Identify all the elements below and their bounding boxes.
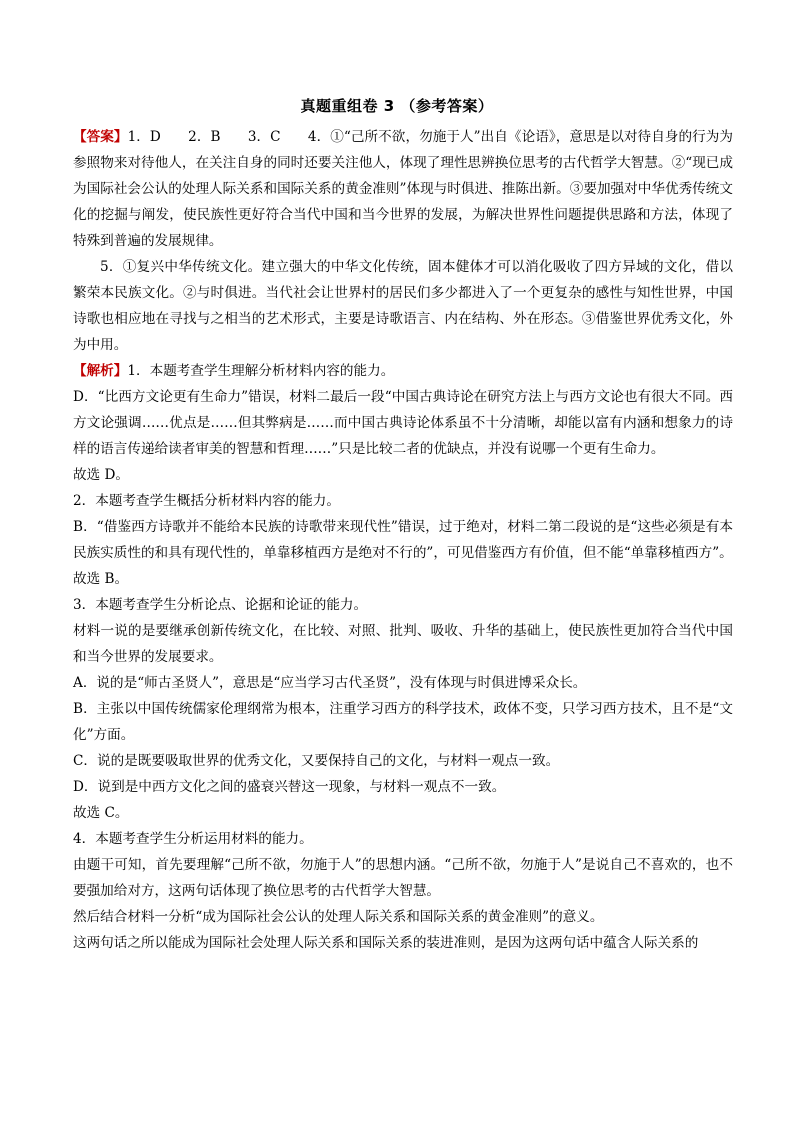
paragraph: 故选 C。 bbox=[73, 805, 129, 821]
paragraph: D．说到是中西方文化之间的盛衰兴替这一现象，与材料一观点不一致。 bbox=[73, 779, 506, 795]
paragraph: A．说的是“师古圣贤人”，意思是“应当学习古代圣贤”，没有体现与时俱进博采众长。 bbox=[73, 675, 587, 691]
analysis-intro: 1．本题考查学生理解分析材料内容的能力。 bbox=[127, 363, 395, 379]
paragraph: 由题干可知，首先要理解“己所不欲，勿施于人”的思想内涵。“己所不欲，勿施于人”是说自己不喜欢的，也不要强加给对方，这两句话体现了换位思考的古代哲学大智慧。 bbox=[73, 857, 733, 899]
paragraph: 然后结合材料一分析“成为国际社会公认的处理人际关系和国际关系的黄金准则”的意义。 bbox=[73, 909, 604, 925]
paragraph: 这两句话之所以能成为国际社会处理人际关系和国际关系的装进准则，是因为这两句话中蕴含人际关系的 bbox=[73, 935, 699, 951]
analysis-paragraph bbox=[73, 358, 733, 384]
paragraph: C．说的是既要吸取世界的优秀文化，又要保持自己的文化，与材料一观点一致。 bbox=[73, 753, 560, 769]
paragraph: 材料一说的是要继承创新传统文化，在比较、对照、批判、吸收、升华的基础上，使民族性更加符合当代中国和当今世界的发展要求。 bbox=[73, 623, 733, 665]
paragraph: 4．本题考查学生分析运用材料的能力。 bbox=[73, 831, 313, 847]
paragraph: D．“比西方文论更有生命力”错误，材料二最后一段“中国古典诗论在研究方法上与西方文论也有很大不同。西方文论强调……优点是……但其弊病是……而中国古典诗论体系虽不十分清晰，却能以富有内涵和想象力的诗样的语言传递给读者审美的智慧和哲理……”只是比较二者的优缺点，并没有说哪一个更有生命力。 bbox=[73, 389, 733, 457]
answer-5-paragraph: 5．①复兴中华传统文化。建立强大的中华文化传统，固本健体才可以消化吸收了四方异域的文化，借以繁荣本民族文化。②与时俱进。当代社会让世界村的居民们多少都进入了一个更复杂的感性与知性世界，中国诗歌也相应地在寻找与之相当的艺术形式，主要是诗歌语言、内在结构、外在形态。③借鉴世界优秀文化，外为中用。 bbox=[73, 259, 733, 353]
paragraph: B．主张以中国传统儒家伦理纲常为根本，注重学习西方的科学技术，政体不变，只学习西方技术，且不是“文化”方面。 bbox=[73, 701, 733, 743]
paragraph: B．“借鉴西方诗歌并不能给本民族的诗歌带来现代性”错误，过于绝对，材料二第二段说的是“这些必须是有本民族实质性的和具有现代性的，单靠移植西方是绝对不行的”，可见借鉴西方有价值，但不能“单靠移植西方”。 bbox=[73, 519, 733, 561]
document-body bbox=[73, 124, 733, 956]
analysis-tag: 【解析】 bbox=[73, 363, 128, 379]
paragraph: 故选 B。 bbox=[73, 571, 129, 587]
paragraph: 故选 D。 bbox=[73, 467, 130, 483]
document-title: 真题重组卷 3 （参考答案） bbox=[300, 97, 494, 115]
paragraph: 3．本题考查学生分析论点、论据和论证的能力。 bbox=[73, 597, 368, 613]
paragraph: 2．本题考查学生概括分析材料内容的能力。 bbox=[73, 493, 340, 509]
answer-text: 1．D 2．B 3．C 4．①“己所不欲，勿施于人”出自《论语》，意思是以对待自身的行为为参照物来对待他人，在关注自身的同时还要关注他人，体现了理性思辨换位思考的古代哲学大智慧。②“现已成为国际社会公认的处理人际关系和国际关系的黄金准则”体现与时俱进、推陈出新。③要加强对中华优秀传统文化的挖掘与阐发，使民族性更好符合当代中国和当今世界的发展，为解决世界性问题提供思路和方法，体现了特殊到普遍的发展规律。 bbox=[73, 129, 734, 249]
answer-tag: 【答案】 bbox=[73, 129, 128, 145]
answer-paragraph bbox=[73, 124, 733, 254]
